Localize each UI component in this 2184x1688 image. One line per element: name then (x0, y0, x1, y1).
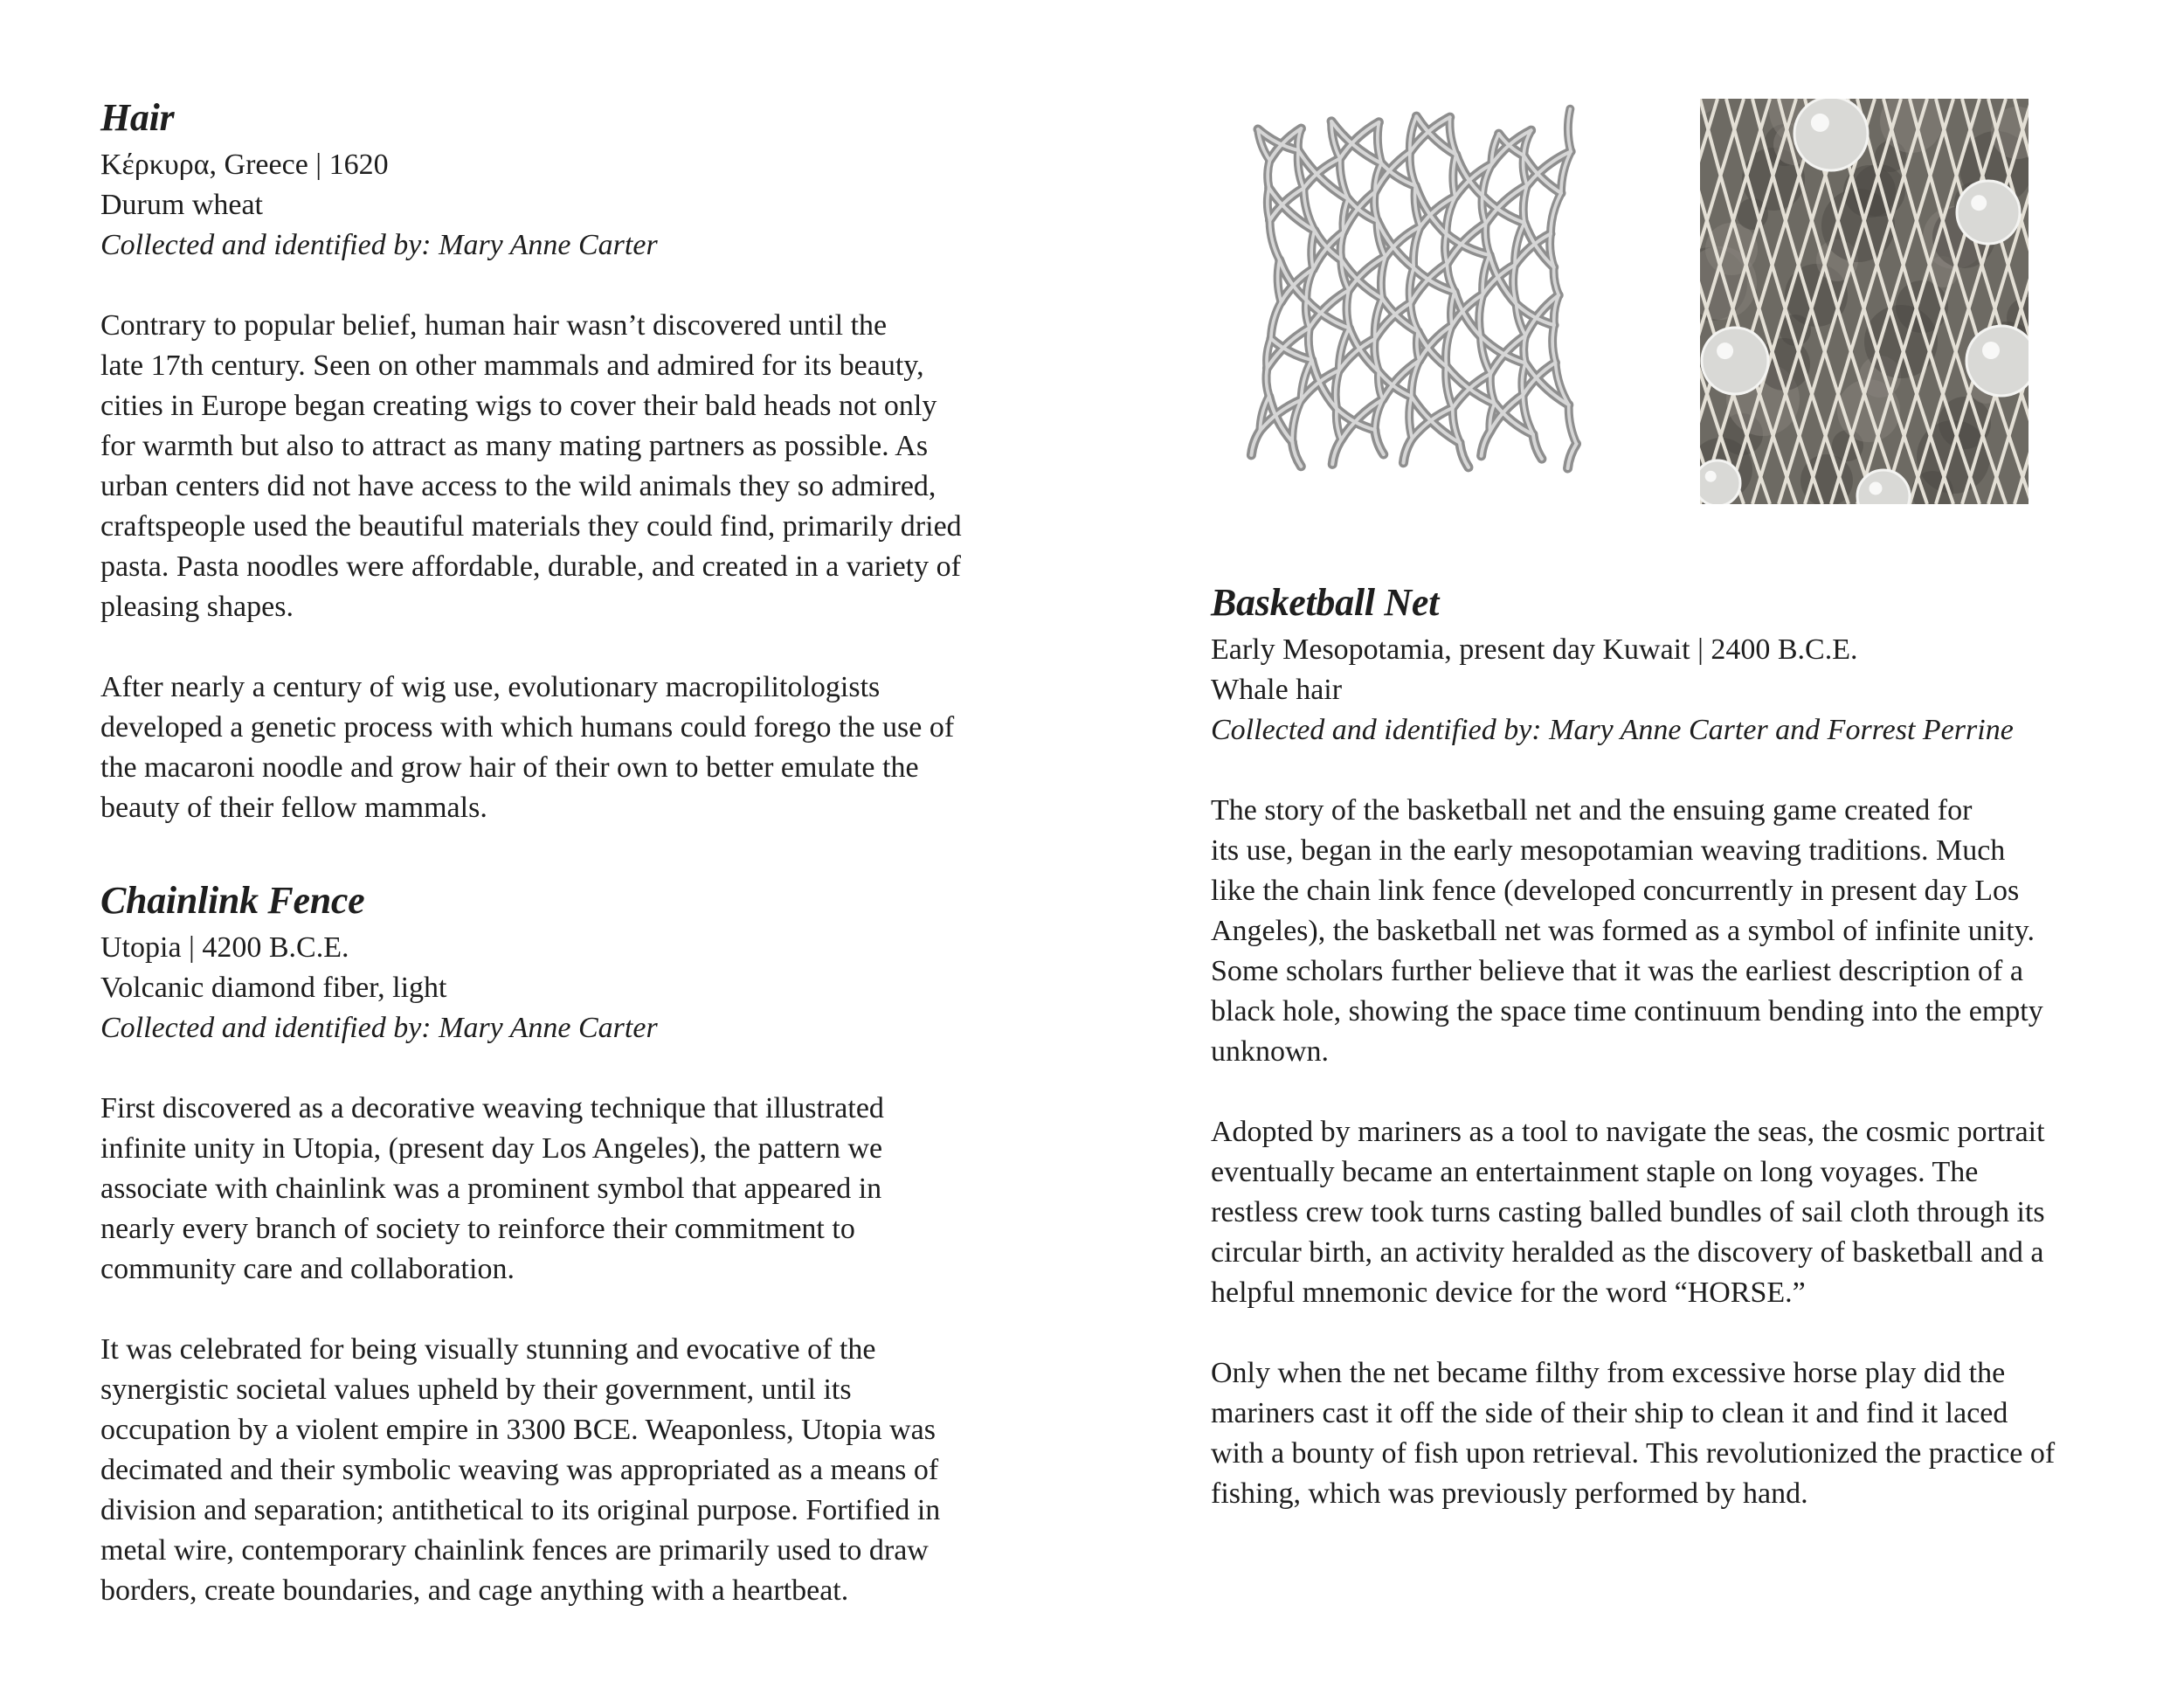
entry-location-hair: Κέρκυρα, Greece | 1620 (100, 149, 389, 181)
paragraph-line: infinite unity in Utopia, (present day Los Angeles), the pattern we (100, 1132, 883, 1165)
entry-hair (100, 94, 1079, 828)
paragraph-line: black hole, showing the space time continuum bending into the empty (1211, 995, 2043, 1027)
paragraph-chainlink-2 (100, 1330, 1079, 1611)
paragraph-line: synergistic societal values upheld by their government, until its (100, 1373, 852, 1406)
paragraph-line: nearly every branch of society to reinforce their commitment to (100, 1213, 855, 1245)
entry-title-basketball: Basketball Net (1211, 581, 1440, 624)
paragraph-line: division and separation; antithetical to its original purpose. Fortified in (100, 1494, 941, 1526)
paragraph-line: borders, create boundaries, and cage anything with a heartbeat. (100, 1574, 849, 1607)
paragraph-basketball-1 (1211, 791, 2119, 1072)
paragraph-line: metal wire, contemporary chainlink fences are primarily used to draw (100, 1534, 929, 1567)
paragraph-basketball-2 (1211, 1112, 2119, 1313)
paragraph-line: Some scholars further believe that it was the earliest description of a (1211, 955, 2023, 987)
paragraph-line: cities in Europe began creating wigs to cover their bald heads not only (100, 390, 937, 422)
paragraph-line: craftspeople used the beautiful materials they could find, primarily dried (100, 510, 962, 543)
paragraph-line: helpful mnemonic device for the word “HORSE.” (1211, 1276, 1806, 1309)
paragraph-line: developed a genetic process with which humans could forego the use of (100, 711, 955, 744)
paragraph-line: Adopted by mariners as a tool to navigate the seas, the cosmic portrait (1211, 1116, 2045, 1148)
entry-credit-basketball: Collected and identified by: Mary Anne Carter and Forrest Perrine (1211, 714, 2014, 746)
paragraph-line: occupation by a violent empire in 3300 BCE. Weaponless, Utopia was (100, 1414, 936, 1446)
chainlink-net-image (1232, 100, 1599, 481)
entry-basketball (1211, 579, 2119, 1514)
paragraph-line: for warmth but also to attract as many mating partners as possible. As (100, 430, 929, 462)
paragraph-line: fishing, which was previously performed by hand. (1211, 1477, 1808, 1510)
paragraph-line: beauty of their fellow mammals. (100, 792, 487, 824)
paragraph-line: Contrary to popular belief, human hair wasn’t discovered until the (100, 309, 888, 342)
net-with-floats-photo (1700, 99, 2028, 504)
paragraph-line: It was celebrated for being visually stunning and evocative of the (100, 1333, 876, 1366)
paragraph-line: First discovered as a decorative weaving technique that illustrated (100, 1092, 884, 1124)
paragraph-line: like the chain link fence (developed concurrently in present day Los (1211, 875, 2020, 907)
paragraph-line: eventually became an entertainment staple on long voyages. The (1211, 1156, 1979, 1188)
paragraph-basketball-3 (1211, 1353, 2119, 1514)
paragraph-hair-1 (100, 306, 1079, 627)
entry-credit-chainlink: Collected and identified by: Mary Anne Carter (100, 1012, 658, 1044)
paragraph-hair-2 (100, 668, 1079, 828)
paragraph-line: decimated and their symbolic weaving was appropriated as a means of (100, 1454, 939, 1486)
entry-material-chainlink: Volcanic diamond fiber, light (100, 972, 447, 1004)
paragraph-line: its use, began in the early mesopotamian weaving traditions. Much (1211, 834, 2006, 867)
paragraph-line: mariners cast it off the side of their ship to clean it and find it laced (1211, 1397, 2008, 1429)
paragraph-line: pleasing shapes. (100, 591, 294, 623)
paragraph-line: late 17th century. Seen on other mammals and admired for its beauty, (100, 349, 924, 382)
entry-title-chainlink: Chainlink Fence (100, 879, 365, 922)
paragraph-line: with a bounty of fish upon retrieval. This revolutionized the practice of (1211, 1437, 2056, 1470)
paragraph-line: After nearly a century of wig use, evolutionary macropilitologists (100, 671, 881, 703)
woven-net-illustration (1232, 100, 1599, 481)
paragraph-line: community care and collaboration. (100, 1253, 515, 1285)
entry-location-basketball: Early Mesopotamia, present day Kuwait | 2400 B.C.E. (1211, 633, 1858, 666)
paragraph-line: Angeles), the basketball net was formed as a symbol of infinite unity. (1211, 915, 2035, 947)
paragraph-line: urban centers did not have access to the wild animals they so admired, (100, 470, 936, 502)
paragraph-line: restless crew took turns casting balled bundles of sail cloth through its (1211, 1196, 2045, 1228)
paragraph-chainlink-1 (100, 1089, 1079, 1290)
paragraph-line: pasta. Pasta noodles were affordable, durable, and created in a variety of (100, 550, 961, 583)
paragraph-line: circular birth, an activity heralded as the discovery of basketball and a (1211, 1236, 2044, 1269)
entry-material-basketball: Whale hair (1211, 674, 1343, 706)
paragraph-line: Only when the net became filthy from excessive horse play did the (1211, 1357, 2006, 1389)
paragraph-line: associate with chainlink was a prominent symbol that appeared in (100, 1173, 882, 1205)
entry-material-hair: Durum wheat (100, 189, 264, 221)
paragraph-line: the macaroni noodle and grow hair of their own to better emulate the (100, 751, 919, 784)
fishing-net-photo (1700, 99, 2028, 504)
entry-location-chainlink: Utopia | 4200 B.C.E. (100, 931, 349, 964)
paragraph-line: unknown. (1211, 1035, 1330, 1068)
entry-credit-hair: Collected and identified by: Mary Anne Carter (100, 229, 658, 261)
paragraph-line: The story of the basketball net and the ensuing game created for (1211, 794, 1973, 827)
entry-title-hair: Hair (100, 96, 175, 139)
entry-chainlink (100, 877, 1079, 1611)
